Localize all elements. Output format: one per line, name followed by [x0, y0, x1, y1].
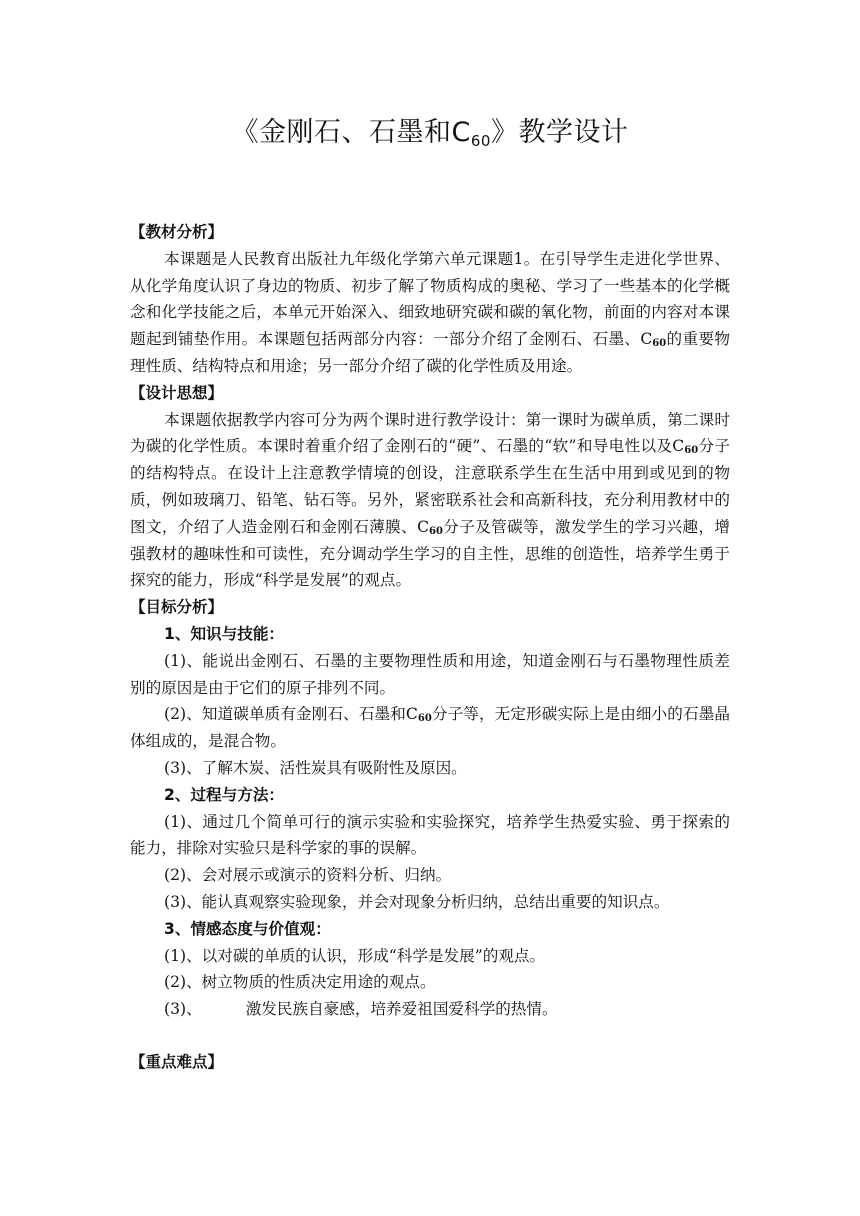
goal-emotion-item-3: (3)、 激发民族自豪感，培养爱祖国爱科学的热情。: [164, 1000, 558, 1019]
goal-process-item-2: (2)、会对展示或演示的资料分析、归纳。: [164, 866, 452, 885]
goal-knowledge-title: 1、知识与技能：: [164, 624, 285, 643]
goal-knowledge-item-3: (3)、了解木炭、活性炭具有吸附性及原因。: [164, 758, 467, 777]
page-title: [0, 110, 860, 149]
goal-process-item-3: (3)、能认真观察实验现象，并会对现象分析归纳，总结出重要的知识点。: [164, 892, 670, 911]
section-heading-material: 【教材分析】: [130, 223, 224, 241]
material-paragraph: 本课题是人民教育出版社九年级化学第六单元课题1。在引导学生走进化学世界、从化学角度认识了身边的物质、初步了解了物质构成的奥秘、学习了一些基本的化学概念和化学技能之后，本单元开始深入、细致地研究碳和碳的氧化物，前面的内容对本课题起到铺垫作用。本课题包括两部分内容：一部分介绍了金刚石、石墨、$C_{60}$的重要物理性质、结构特点和用途；另一部分介绍了碳的化学性质及用途。: [130, 249, 730, 375]
goal-emotion-title: 3、情感态度与价值观：: [164, 919, 331, 938]
title-text-end: 》教学设计: [490, 117, 629, 148]
goal-emotion-item-2: (2)、树立物质的性质决定用途的观点。: [164, 973, 436, 992]
goal-knowledge-item-1: (1)、能说出金刚石、石墨的主要物理性质和用途，知道金刚石与石墨物理性质差别的原因是由于它们的原子排列不同。: [130, 651, 730, 697]
goal-process-title: 2、过程与方法：: [164, 785, 285, 804]
design-paragraph: 本课题依据教学内容可分为两个课时进行教学设计：第一课时为碳单质，第二课时为碳的化学性质。本课时着重介绍了金刚石的“硬”、石墨的“软”和导电性以及$C_{60}$分子的结构特点。在设计上注意教学情境的创设，注意联系学生在生活中用到或见到的物质，例如玻璃刀、铅笔、钻石等。另外，紧密联系社会和高新科技，充分利用教材中的图文，介绍了人造金刚石和金刚石薄膜、$C_{60}$分子及管碳等，激发学生的学习兴趣，增强教材的趣味性和可读性，充分调动学生学习的自主性，思维的创造性，培养学生勇于探究的能力，形成“科学是发展”的观点。: [130, 410, 730, 590]
title-text: 《金刚石、石墨和C: [231, 117, 471, 148]
goal-knowledge-item-2: (2)、知道碳单质有金刚石、石墨和$C_{60}$分子等，无定形碳实际上是由细小的石墨晶体组成的，是混合物。: [130, 705, 730, 751]
goal-process-item-1: (1)、通过几个简单可行的演示实验和实验探究，培养学生热爱实验、勇于探索的能力，排除对实验只是科学家的事的误解。: [130, 812, 730, 858]
spacer: [130, 1023, 730, 1049]
section-heading-key: 【重点难点】: [130, 1052, 224, 1071]
section-heading-goals: 【目标分析】: [130, 598, 224, 617]
document-body: [130, 219, 730, 1076]
goal-emotion-item-1: (1)、以对碳的单质的认识，形成“科学是发展”的观点。: [164, 946, 546, 965]
section-heading-design: 【设计思想】: [130, 383, 224, 402]
title-subscript: 60: [470, 132, 491, 150]
